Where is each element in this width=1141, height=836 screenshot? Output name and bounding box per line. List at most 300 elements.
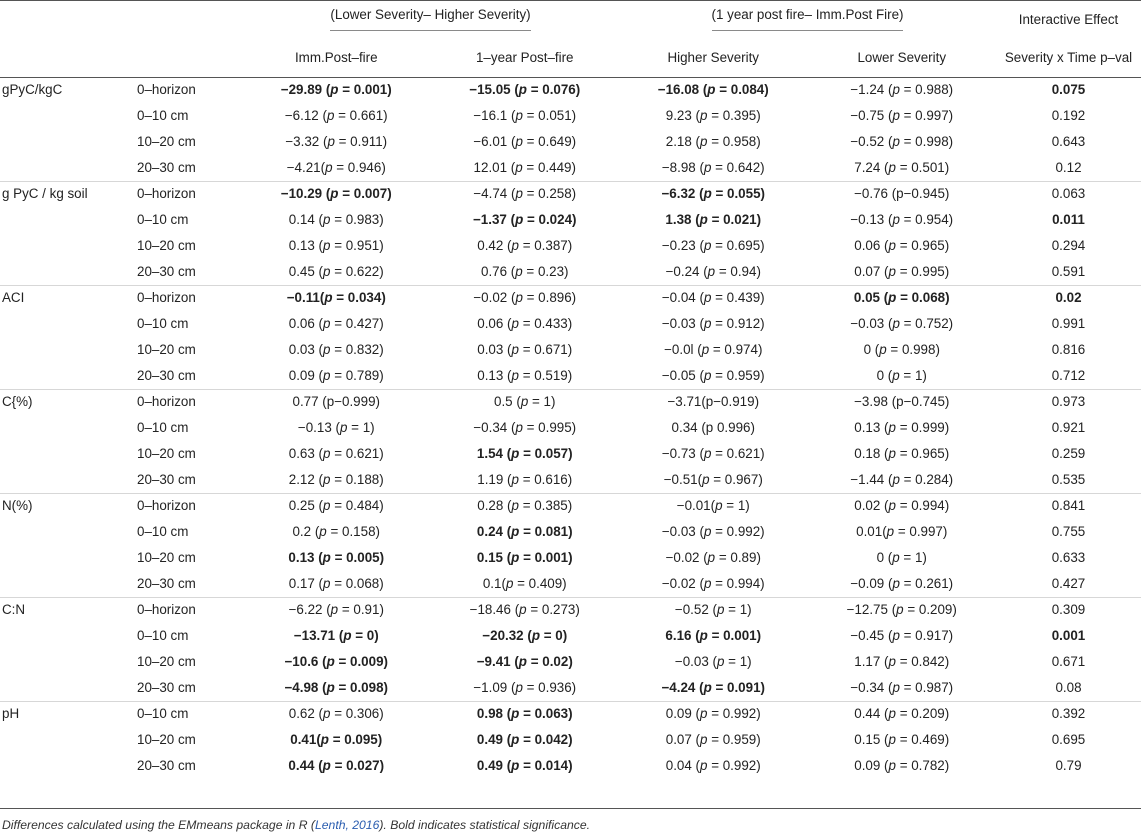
interaction-pval: 0.02 [1055,289,1082,305]
value-cell: 1.54 (p = 0.057) [476,445,573,461]
value-cell: 0.2 (p = 0.158) [292,523,380,539]
p-value: 0.661 [349,107,384,123]
value-cell [619,388,808,414]
p-value: 0.433 [534,315,568,331]
depth-label: 0–horizon [137,81,196,97]
interaction-pval: 0.79 [1055,757,1082,773]
value-cell: −0.51(p = 0.967) [663,471,763,487]
table-row [0,674,1141,700]
estimate: −29.89 [280,81,323,97]
group-header-interactive: Interactive Effect [1018,11,1119,27]
estimate: 0.17 [288,575,315,591]
table-row [0,518,1141,544]
value-cell: 0.17 (p = 0.068) [288,575,384,591]
depth-label: 10–20 cm [137,731,196,747]
p-value: 0.912 [726,315,761,331]
estimate: −4.21 [286,159,321,175]
estimate: −0.03 [850,315,885,331]
value-cell: 0.25 (p = 0.484) [288,497,384,513]
value-cell: −29.89 (p = 0.001) [280,81,392,97]
value-cell: 0.09 (p = 0.789) [288,367,384,383]
estimate: 7.24 [854,159,881,175]
p-value: 0.959 [722,731,757,747]
estimate: −10.29 [280,185,323,201]
table-row [0,76,1141,102]
interaction-pval: 0.671 [1051,653,1086,669]
depth-label: 0–10 cm [137,705,189,721]
estimate: 0 [876,549,885,565]
p-value: 0.284 [915,471,949,487]
value-cell: 12.01 (p = 0.449) [473,159,576,175]
p-value: 0.007 [353,185,388,201]
variable-label [0,414,137,440]
value-cell: 0.44 (p = 0.027) [288,757,385,773]
p-value: 0.842 [911,653,945,669]
p-value: 0.621 [345,445,380,461]
value-cell: −10.6 (p = 0.009) [284,653,388,669]
table-row [0,284,1141,310]
value-cell [242,388,431,414]
interaction-pval: 0.192 [1051,107,1086,123]
estimate: 0.06 [477,315,504,331]
variable-label [0,310,137,336]
depth-label: 20–30 cm [137,471,196,487]
table-row [0,206,1141,232]
value-cell: −0.34 (p = 0.987) [850,679,954,695]
p-value: 0.987 [915,679,949,695]
p-value: 0.387 [534,237,568,253]
estimate: 0.28 [477,497,504,513]
p-value: 0.995 [911,263,945,279]
group-separator [0,597,1141,598]
estimate: −0.02 [473,289,508,305]
value-cell: 0.02 (p = 0.994) [854,497,950,513]
p-value: 0.959 [726,367,761,383]
table-row [0,310,1141,336]
p-value: 0.209 [911,705,945,721]
p-value: 0.005 [346,549,380,565]
value-cell: −8.98 (p = 0.642) [661,159,765,175]
value-cell: 0.03 (p = 0.671) [477,341,573,357]
value-cell: 0.45 (p = 0.622) [288,263,384,279]
p-value: 0.273 [541,601,576,617]
variable-label [0,154,137,180]
p-value: 0.091 [727,679,761,695]
estimate: 0.44 [854,705,881,721]
estimate: −0.23 [661,237,696,253]
group-header-time-diff: (1 year post fire– Imm.Post Fire) [619,0,996,38]
col-header-lower-severity: Lower Severity [857,49,947,65]
value-cell: −0.23 (p = 0.695) [661,237,765,253]
p-value: 0.001 [534,549,569,565]
estimate: −0.11 [286,289,320,305]
value-cell: 0.06 (p = 0.427) [288,315,384,331]
estimate: 0.07 [665,731,692,747]
variable-label [0,544,137,570]
estimate: 0.13 [288,237,315,253]
depth-label: 0–horizon [137,289,196,305]
value-cell: 1.19 (p = 0.616) [477,471,573,487]
estimate: −16.08 [657,81,700,97]
p-value: 1 [543,393,551,409]
table-row [0,700,1141,726]
value-cell: −0.13 (p = 1) [297,419,375,435]
value-cell: 9.23 (p = 0.395) [665,107,761,123]
p-value: 0.936 [538,679,572,695]
depth-label: 0–horizon [137,601,196,617]
estimate: 0.03 [477,341,504,357]
estimate: 0.15 [476,549,503,565]
col-header-1yr-post-fire: 1–year Post–fire [475,49,574,65]
value-cell: 2.18 (p = 0.958) [665,133,761,149]
depth-label: 0–10 cm [137,211,189,227]
value-cell: −0.52 (p = 0.998) [850,133,954,149]
estimate: 9.23 [665,107,692,123]
table-row [0,466,1141,492]
interaction-pval: 0.427 [1051,575,1086,591]
value-cell: −0.11(p = 0.034) [286,289,386,305]
estimate: −0.45 [850,627,885,643]
estimate: 0.49 [476,757,503,773]
table-row [0,336,1141,362]
table-row [0,622,1141,648]
estimate: 1.54 [476,445,503,461]
estimate: −0.75 [850,107,885,123]
p-value: 0.896 [538,289,572,305]
value-cell: 0 (p = 1) [876,549,927,565]
estimate: 0.13 [477,367,504,383]
table-row [0,102,1141,128]
p-value: 0.789 [345,367,380,383]
estimate: 0.1 [482,575,502,591]
col-header-interaction-pval: Severity x Time p–val [1004,49,1133,65]
estimate: −0.04 [661,289,696,305]
value-cell: 0.62 (p = 0.306) [288,705,384,721]
value-cell: 0.15 (p = 0.469) [854,731,950,747]
p-value: 0.992 [722,705,757,721]
value-cell: 0.5 (p = 1) [494,393,556,409]
value-cell: −0.0l (p = 0.974) [664,341,763,357]
estimate: −16.1 [473,107,508,123]
p-value: 0.034 [347,289,382,305]
group-separator [0,701,1141,702]
p-value: 0.965 [911,237,945,253]
variable-label [0,726,137,752]
table-row [0,544,1141,570]
estimate: 0.62 [288,705,315,721]
estimate: 0.06 [854,237,881,253]
variable-label: ACI [2,289,25,305]
estimate: −1.24 [850,81,885,97]
p-value: 0.967 [724,471,759,487]
value-cell: 0.01(p = 0.997) [856,523,948,539]
value-cell: 0.1(p = 0.409) [482,575,567,591]
estimate: 0.13 [854,419,881,435]
estimate: 2.18 [665,133,692,149]
p-value: 0.024 [538,211,573,227]
p-value: 0.306 [345,705,380,721]
interaction-pval: 0.643 [1051,133,1086,149]
p-value: 0.001 [353,81,388,97]
depth-label: 0–horizon [137,497,196,513]
value-cell: −20.32 (p = 0) [482,627,568,643]
variable-label: g PyC / kg soil [2,185,88,201]
group-separator [0,389,1141,390]
estimate: 0.13 [288,549,315,565]
p-value: 0.084 [730,81,765,97]
p-value: 1 [739,653,748,669]
value-cell: 0.09 (p = 0.782) [854,757,950,773]
variable-label [0,128,137,154]
p-value: 0.02 [542,653,569,669]
p-value: 1 [362,419,371,435]
table-row [0,258,1141,284]
variable-label [0,570,137,596]
value-cell: 0.05 (p = 0.068) [853,289,950,305]
raw-value: −0.76 (p−0.945) [854,185,950,201]
variable-label: C{%) [2,393,33,409]
value-cell: −0.02 (p = 0.89) [665,549,761,565]
p-value: 0.057 [534,445,569,461]
table-row [0,362,1141,388]
value-cell: −10.29 (p = 0.007) [280,185,392,201]
estimate: −0.03 [661,315,696,331]
p-value: 0.997 [915,107,949,123]
estimate: −0.13 [850,211,885,227]
depth-label: 0–10 cm [137,419,189,435]
estimate: 0.18 [854,445,881,461]
value-cell: 0.04 (p = 0.992) [665,757,761,773]
value-cell: 0.13 (p = 0.519) [477,367,573,383]
value-cell: −4.98 (p = 0.098) [284,679,388,695]
p-value: 0.014 [534,757,569,773]
depth-label: 10–20 cm [137,549,196,565]
estimate: 1.17 [854,653,881,669]
estimate: −0.24 [665,263,700,279]
p-value: 0.395 [722,107,757,123]
p-value: 0.983 [345,211,380,227]
p-value: 0.081 [534,523,569,539]
depth-label: 0–10 cm [137,315,189,331]
value-cell: −0.01(p = 1) [676,497,750,513]
value-cell: 0.06 (p = 0.965) [854,237,950,253]
value-cell: −0.03 (p = 0.912) [661,315,765,331]
value-cell: 0.13 (p = 0.951) [288,237,384,253]
p-value: 0.188 [345,471,380,487]
estimate: 0.41 [290,731,317,747]
value-cell: 0.63 (p = 0.621) [288,445,384,461]
p-value: 0.063 [534,705,569,721]
p-value: 0.917 [915,627,949,643]
p-value: 0.258 [538,185,572,201]
value-cell: −3.32 (p = 0.911) [285,133,388,149]
interaction-pval: 0.392 [1051,705,1086,721]
variable-label [0,752,137,778]
estimate: 0.63 [288,445,315,461]
variable-label [0,206,137,232]
estimate: 6.16 [665,627,692,643]
interaction-pval: 0.755 [1051,523,1086,539]
value-cell: −18.46 (p = 0.273) [469,601,580,617]
value-cell: 1.17 (p = 0.842) [854,653,950,669]
estimate: −0.73 [661,445,696,461]
estimate: −6.32 [661,185,696,201]
value-cell: −0.04 (p = 0.439) [661,289,765,305]
value-cell: 0.15 (p = 0.001) [476,549,573,565]
p-value: 0.752 [915,315,949,331]
estimate: −13.71 [293,627,336,643]
table-footnote: Differences calculated using the EMmeans package in R (Lenth, 2016). Bold indicates statistical significance. [2,818,591,832]
value-cell: −0.03 (p = 1) [674,653,752,669]
raw-value: 0.77 (p−0.999) [292,393,380,409]
value-cell: −0.24 (p = 0.94) [665,263,761,279]
estimate: −0.13 [297,419,332,435]
raw-value: 0.34 (p 0.996) [671,419,755,435]
estimate: −0.03 [674,653,709,669]
value-cell: 0.03 (p = 0.832) [288,341,384,357]
p-value: 0.042 [534,731,569,747]
variable-label [0,674,137,700]
value-cell: −1.09 (p = 0.936) [473,679,577,695]
estimate: 0.09 [665,705,692,721]
estimate: 0.07 [854,263,881,279]
p-value: 0.995 [538,419,572,435]
interaction-pval: 0.535 [1051,471,1086,487]
estimate: 1.19 [477,471,504,487]
estimate: −0.03 [661,523,696,539]
p-value: 0.997 [909,523,943,539]
col-header-higher-severity: Higher Severity [667,49,760,65]
estimate: 0.42 [477,237,504,253]
value-cell: 0.41(p = 0.095) [290,731,383,747]
variable-label: gPyC/kgC [2,81,63,97]
citation-link[interactable]: Lenth, 2016 [314,818,380,832]
depth-label: 20–30 cm [137,367,196,383]
estimate: 0.06 [288,315,315,331]
p-value: 0 [366,627,375,643]
raw-value: −3.98 (p−0.745) [854,393,950,409]
value-cell: 0.76 (p = 0.23) [481,263,569,279]
col-header-imm-post-fire: Imm.Post–fire [294,49,378,65]
value-cell: −6.01 (p = 0.649) [473,133,577,149]
value-cell: −0.75 (p = 0.997) [850,107,954,123]
estimate: −0.09 [850,575,885,591]
estimate: 0.03 [288,341,315,357]
header-row-columns [0,38,1141,76]
table-row [0,648,1141,674]
variable-label [0,648,137,674]
table-row [0,752,1141,778]
estimate: −1.44 [850,471,885,487]
p-value: 0.484 [345,497,380,513]
p-value: 1 [737,497,746,513]
value-cell: 0.28 (p = 0.385) [477,497,573,513]
value-cell: 1.38 (p = 0.021) [665,211,762,227]
depth-label: 20–30 cm [137,575,196,591]
interaction-pval: 0.816 [1051,341,1086,357]
table-row [0,414,1141,440]
estimate: 0.04 [665,757,692,773]
value-cell: −0.03 (p = 0.752) [850,315,954,331]
estimate: −10.6 [284,653,319,669]
estimate: −4.24 [661,679,696,695]
group-separator [0,285,1141,286]
estimate: −4.98 [284,679,319,695]
variable-label [0,622,137,648]
variable-label [0,466,137,492]
variable-label [0,102,137,128]
p-value: 0.385 [534,497,568,513]
value-cell: 0.24 (p = 0.081) [476,523,573,539]
p-value: 0.051 [538,107,572,123]
interaction-pval: 0.08 [1055,679,1082,695]
p-value: 0.695 [726,237,761,253]
estimate: 0.09 [288,367,315,383]
p-value: 1 [914,549,923,565]
depth-label: 0–10 cm [137,523,189,539]
depth-label: 20–30 cm [137,159,196,175]
variable-label [0,362,137,388]
p-value: 0.911 [350,133,383,149]
estimate: 0.45 [288,263,315,279]
p-value: 0.649 [538,133,572,149]
p-value: 0.021 [723,211,757,227]
estimate: −6.01 [473,133,508,149]
interaction-pval: 0.294 [1051,237,1086,253]
value-cell: −4.24 (p = 0.091) [661,679,765,695]
p-value: 0.095 [344,731,378,747]
variable-label: C:N [2,601,26,617]
table-row [0,180,1141,206]
p-value: 0.998 [901,341,936,357]
estimate: 2.12 [288,471,315,487]
group-separator [0,493,1141,494]
estimate: −6.22 [288,601,323,617]
depth-label: 10–20 cm [137,445,196,461]
value-cell: 0.07 (p = 0.995) [854,263,950,279]
value-cell: −0.13 (p = 0.954) [850,211,954,227]
p-value: 0.209 [918,601,953,617]
value-cell: −16.1 (p = 0.051) [473,107,577,123]
estimate: −0.02 [665,549,700,565]
p-value: 0.974 [724,341,758,357]
estimate: 0.5 [494,393,513,409]
p-value: 0.958 [722,133,757,149]
value-cell: 2.12 (p = 0.188) [288,471,384,487]
value-cell: −1.37 (p = 0.024) [472,211,577,227]
estimate: −0.51 [663,471,698,487]
value-cell: 6.16 (p = 0.001) [665,627,762,643]
estimate: −4.74 [473,185,508,201]
p-value: 0.068 [345,575,380,591]
value-cell: −6.22 (p = 0.91) [288,601,384,617]
p-value: 0.946 [347,159,382,175]
value-cell: 0.06 (p = 0.433) [477,315,573,331]
p-value: 1 [914,367,923,383]
value-cell: −0.02 (p = 0.994) [661,575,765,591]
value-cell: −12.75 (p = 0.209) [846,601,957,617]
estimate: 0 [863,341,872,357]
table-row [0,596,1141,622]
raw-value: −3.71(p−0.919) [667,393,760,409]
value-cell: 7.24 (p = 0.501) [854,159,950,175]
estimate: 0.01 [856,523,883,539]
interaction-pval: 0.973 [1051,393,1086,409]
variable-label: N(%) [2,497,33,513]
estimate: 0.25 [288,497,315,513]
p-value: 0.158 [342,523,376,539]
depth-label: 10–20 cm [137,237,196,253]
